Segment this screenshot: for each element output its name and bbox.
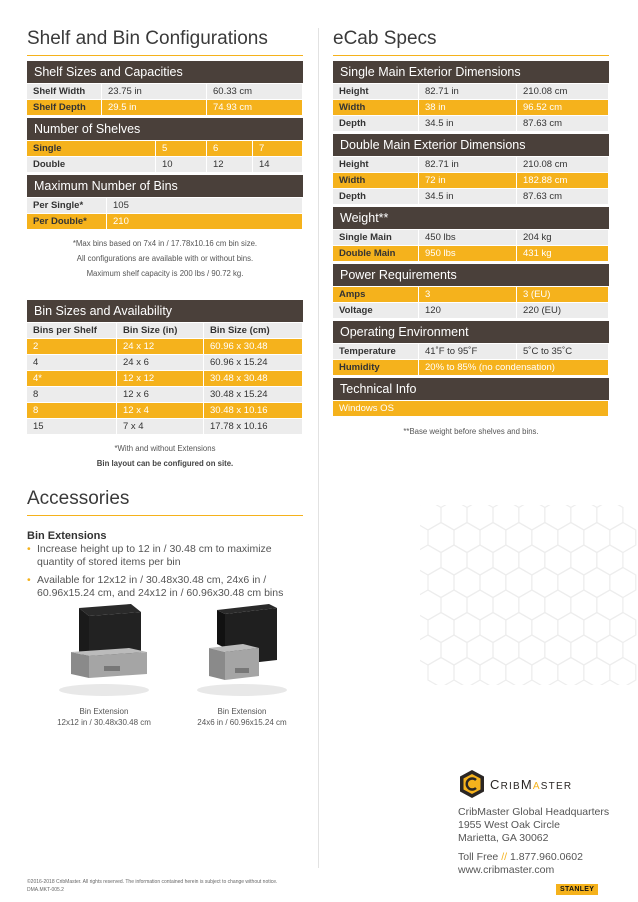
double-dims-table (333, 156, 609, 205)
cell: 4* (27, 371, 117, 386)
row-label: Per Double* (27, 214, 107, 229)
table-row (333, 344, 609, 359)
bin-sizes-header: Bin Sizes and Availability (27, 300, 303, 322)
table-row (27, 100, 303, 115)
table-row (333, 401, 609, 416)
env-header: Operating Environment (333, 321, 609, 343)
bullet-line: 60.96x15.24 cm, and 24x12 in / 60.96x30.48 cm bins (37, 587, 284, 599)
hexagon-shape (558, 523, 584, 553)
value: 10 (156, 157, 207, 172)
cell: 8 (27, 403, 117, 418)
table-row (333, 84, 609, 99)
value: 96.52 cm (517, 100, 609, 115)
toll-free (458, 851, 609, 864)
row-label: Single Main (333, 230, 419, 245)
row-label: Single (27, 141, 156, 156)
value: 120 (419, 303, 517, 318)
row-label: Shelf Depth (27, 100, 102, 115)
hexagon-shape (571, 545, 597, 575)
single-dims-header: Single Main Exterior Dimensions (333, 61, 609, 83)
product-bin-extension-12x12 (39, 600, 169, 728)
value: 5 (156, 141, 207, 156)
table-row (27, 355, 303, 370)
hexagon-shape (532, 523, 558, 553)
cell: 30.48 x 10.16 (204, 403, 303, 418)
table-row (27, 419, 303, 434)
hexagon-shape (584, 613, 610, 643)
cell: 30.48 x 15.24 (204, 387, 303, 402)
table-row (27, 387, 303, 402)
row-label: Humidity (333, 360, 419, 375)
value: 38 in (419, 100, 517, 115)
hq-address (458, 806, 609, 877)
hexagon-shape (493, 505, 519, 530)
value: 210.08 cm (517, 84, 609, 99)
value: 87.63 cm (517, 189, 609, 204)
row-label: Width (333, 100, 419, 115)
cribmaster-logo-mark (458, 769, 618, 799)
hexagon-shape (480, 523, 506, 553)
product-images (27, 600, 303, 730)
bin-sizes-table (27, 322, 303, 435)
note-line (27, 456, 303, 471)
value: 6 (207, 141, 253, 156)
hexagon-shape (480, 568, 506, 598)
hexagon-shape (545, 590, 571, 620)
value: 210.08 cm (517, 157, 609, 172)
hq-line: 1955 West Oak Circle (458, 819, 560, 831)
value: 431 kg (517, 246, 609, 261)
hexagon-shape (420, 545, 441, 575)
product-caption-1: Bin Extension (217, 707, 267, 716)
cell: 24 x 6 (117, 355, 204, 370)
value: 220 (EU) (517, 303, 609, 318)
value-cm: 74.93 cm (207, 100, 303, 115)
cell: 4 (27, 355, 117, 370)
value: 34.5 in (419, 116, 517, 131)
weight-header: Weight** (333, 207, 609, 229)
hexagon-shape (571, 635, 597, 665)
tech-table (333, 400, 609, 417)
power-table (333, 286, 609, 319)
hexagon-shape (467, 545, 493, 575)
hexagon-shape (519, 545, 545, 575)
table-row (333, 100, 609, 115)
table-row (333, 303, 609, 318)
accessories-title: Accessories (27, 488, 130, 509)
shelf-sizes-table (27, 83, 303, 116)
product-caption-1: Bin Extension (79, 707, 129, 716)
stanley-logo: STANLEY (556, 884, 598, 895)
value: 105 (107, 198, 303, 213)
hexagon-shape (467, 505, 493, 530)
hexagon-shape (610, 658, 636, 686)
hexagon-shape (519, 635, 545, 665)
value-cm: 60.33 cm (207, 84, 303, 99)
cell: 2 (27, 339, 117, 354)
max-bins-table (27, 197, 303, 230)
num-shelves-table (27, 140, 303, 173)
hexagon-shape (467, 590, 493, 620)
row-label: Amps (333, 287, 419, 302)
hexagon-shape (454, 568, 480, 598)
value: 72 in (419, 173, 517, 188)
hexagon-shape (571, 590, 597, 620)
hexagon-shape (493, 545, 519, 575)
note-bold: Bin layout can be configured on site. (96, 459, 234, 468)
hexagon-shape (480, 613, 506, 643)
row-label: Width (333, 173, 419, 188)
hexagon-shape (493, 635, 519, 665)
table-row (27, 141, 303, 156)
bin-extension-12x12-image (49, 600, 159, 700)
cell: 7 x 4 (117, 419, 204, 434)
value: 3 (419, 287, 517, 302)
hq-line: Marietta, GA 30062 (458, 832, 549, 844)
value: 12 (207, 157, 253, 172)
hexagon-shape (441, 590, 467, 620)
title-rule (27, 55, 303, 56)
hexagon-shape (428, 658, 454, 686)
table-row (27, 339, 303, 354)
value: 210 (107, 214, 303, 229)
toll-free-label: Toll Free (458, 851, 502, 863)
table-row (333, 189, 609, 204)
table-row (27, 157, 303, 172)
value: 41˚F to 95˚F (419, 344, 517, 359)
right-column (333, 0, 609, 439)
row-label: Height (333, 157, 419, 172)
bin-extensions-title: Bin Extensions (27, 530, 107, 542)
hexagon-shape (428, 568, 454, 598)
value: Windows OS (333, 401, 609, 416)
table-row (333, 173, 609, 188)
hexagon-shape (506, 523, 532, 553)
note-line: *With and without Extensions (114, 444, 216, 453)
hexagon-shape (480, 658, 506, 686)
footer-fineprint (27, 878, 277, 894)
table-header-row (27, 323, 303, 338)
hexagon-shape (532, 658, 558, 686)
hexagon-shape (584, 658, 610, 686)
weight-note: **Base weight before shelves and bins. (403, 427, 539, 436)
table-row (333, 360, 609, 375)
hexagon-shape (441, 545, 467, 575)
hexagon-shape (584, 523, 610, 553)
table-row (27, 84, 303, 99)
cell: 24 x 12 (117, 339, 204, 354)
hexagon-shape (571, 505, 597, 530)
cell: 15 (27, 419, 117, 434)
row-label: Per Single* (27, 198, 107, 213)
column-header: Bins per Shelf (27, 323, 117, 338)
note-line: All configurations are available with or without bins. (76, 254, 254, 263)
value: 182.88 cm (517, 173, 609, 188)
power-header: Power Requirements (333, 264, 609, 286)
ecab-specs-title: eCab Specs (333, 28, 437, 49)
hexagon-shape (454, 613, 480, 643)
hexagon-shape (545, 505, 571, 530)
hexagon-shape (584, 568, 610, 598)
single-dims-table (333, 83, 609, 132)
value: 5˚C to 35˚C (517, 344, 609, 359)
hexagon-shape (428, 523, 454, 553)
bin-notes (27, 441, 303, 471)
hexagon-shape (467, 635, 493, 665)
bin-extension-24x6-image (187, 600, 297, 700)
table-row (27, 371, 303, 386)
value: 82.71 in (419, 157, 517, 172)
hexagon-shape (454, 658, 480, 686)
value: 82.71 in (419, 84, 517, 99)
hq-line: CribMaster Global Headquarters (458, 806, 610, 818)
config-title: Shelf and Bin Configurations (27, 28, 268, 49)
toll-free-number: 1.877.960.0602 (507, 851, 583, 863)
copyright: ©2016-2018 CribMaster. All rights reserved. The information contained herein is subject to change without notice. (27, 879, 278, 885)
hexagon-shape (597, 635, 623, 665)
title-rule (333, 55, 609, 56)
table-row (333, 246, 609, 261)
cell: 60.96 x 30.48 (204, 339, 303, 354)
value-in: 23.75 in (102, 84, 207, 99)
env-table (333, 343, 609, 376)
hexagon-shape (545, 545, 571, 575)
hexagon-shape (428, 613, 454, 643)
table-row (27, 403, 303, 418)
logo-wordmark: CRIBMASTER (490, 777, 573, 792)
cell: 12 x 6 (117, 387, 204, 402)
cell: 8 (27, 387, 117, 402)
hexagon-shape (597, 505, 623, 530)
column-divider (318, 28, 319, 868)
value: 450 lbs (419, 230, 517, 245)
cribmaster-logo (458, 769, 618, 804)
weight-table (333, 229, 609, 262)
cell: 30.48 x 30.48 (204, 371, 303, 386)
product-caption-2: 24x6 in / 60.96x15.24 cm (197, 718, 287, 727)
double-dims-header: Double Main Exterior Dimensions (333, 134, 609, 156)
value: 950 lbs (419, 246, 517, 261)
hexagon-shape (420, 635, 441, 665)
hexagon-shape (558, 658, 584, 686)
row-label: Depth (333, 189, 419, 204)
hexagon-shape (610, 613, 636, 643)
website-link[interactable]: www.cribmaster.com (458, 864, 555, 876)
row-label: Temperature (333, 344, 419, 359)
hexagon-shape (532, 613, 558, 643)
hexagon-shape (441, 505, 467, 530)
left-column (27, 0, 303, 600)
value: 14 (253, 157, 303, 172)
hexagon-shape (545, 635, 571, 665)
value-in: 29.5 in (102, 100, 207, 115)
hexagon-shape (558, 613, 584, 643)
value: 204 kg (517, 230, 609, 245)
column-header: Bin Size (in) (117, 323, 204, 338)
value: 34.5 in (419, 189, 517, 204)
column-header: Bin Size (cm) (204, 323, 303, 338)
tech-header: Technical Info (333, 378, 609, 400)
table-row (27, 198, 303, 213)
accessories-rule (27, 515, 303, 516)
hexagon-shape (532, 568, 558, 598)
value: 87.63 cm (517, 116, 609, 131)
table-row (27, 214, 303, 229)
num-shelves-header: Number of Shelves (27, 118, 303, 140)
bullet-line: quantity of stored items per bin (37, 556, 181, 568)
cell: 12 x 12 (117, 371, 204, 386)
cell: 17.78 x 10.16 (204, 419, 303, 434)
shelf-sizes-header: Shelf Sizes and Capacities (27, 61, 303, 83)
product-caption-2: 12x12 in / 30.48x30.48 cm (57, 718, 151, 727)
hexagon-shape (493, 590, 519, 620)
hexagon-shape (610, 523, 636, 553)
hexagon-shape (506, 658, 532, 686)
cell: 60.96 x 15.24 (204, 355, 303, 370)
table-row (333, 116, 609, 131)
note-line: Maximum shelf capacity is 200 lbs / 90.72 kg. (86, 269, 244, 278)
hexagon-shape (420, 590, 441, 620)
row-label: Voltage (333, 303, 419, 318)
hexagon-shape (441, 635, 467, 665)
bullet-item (27, 543, 303, 569)
bullet-item (27, 574, 303, 600)
hexagon-shape (506, 568, 532, 598)
row-label: Depth (333, 116, 419, 131)
hexagon-shape (454, 523, 480, 553)
table-row (333, 230, 609, 245)
value: 20% to 85% (no condensation) (419, 360, 609, 375)
max-bins-header: Maximum Number of Bins (27, 175, 303, 197)
cell: 12 x 4 (117, 403, 204, 418)
value: 7 (253, 141, 303, 156)
hexagon-shape (420, 505, 441, 530)
hexagon-shape (519, 505, 545, 530)
hexagon-shape (597, 590, 623, 620)
bullet-line: • Available for 12x12 in / 30.48x30.48 cm, 24x6 in / (37, 574, 267, 586)
table-row (333, 287, 609, 302)
table-row (333, 157, 609, 172)
note-line: *Max bins based on 7x4 in / 17.78x10.16 cm bin size. (72, 239, 258, 248)
row-label: Shelf Width (27, 84, 102, 99)
hexagon-shape (519, 590, 545, 620)
value: 3 (EU) (517, 287, 609, 302)
hexagon-shape (506, 613, 532, 643)
bullet-line: • Increase height up to 12 in / 30.48 cm to maximize (37, 543, 272, 555)
product-bin-extension-24x6 (177, 600, 307, 728)
row-label: Double Main (333, 246, 419, 261)
hexagon-shape (597, 545, 623, 575)
separator: // (501, 851, 508, 863)
hexagon-shape (610, 568, 636, 598)
row-label: Double (27, 157, 156, 172)
hexagon-shape (558, 568, 584, 598)
hexagon-pattern (420, 505, 638, 685)
doc-code: DMA.MKT-005.2 (27, 887, 64, 893)
bins-notes (27, 236, 303, 281)
row-label: Height (333, 84, 419, 99)
